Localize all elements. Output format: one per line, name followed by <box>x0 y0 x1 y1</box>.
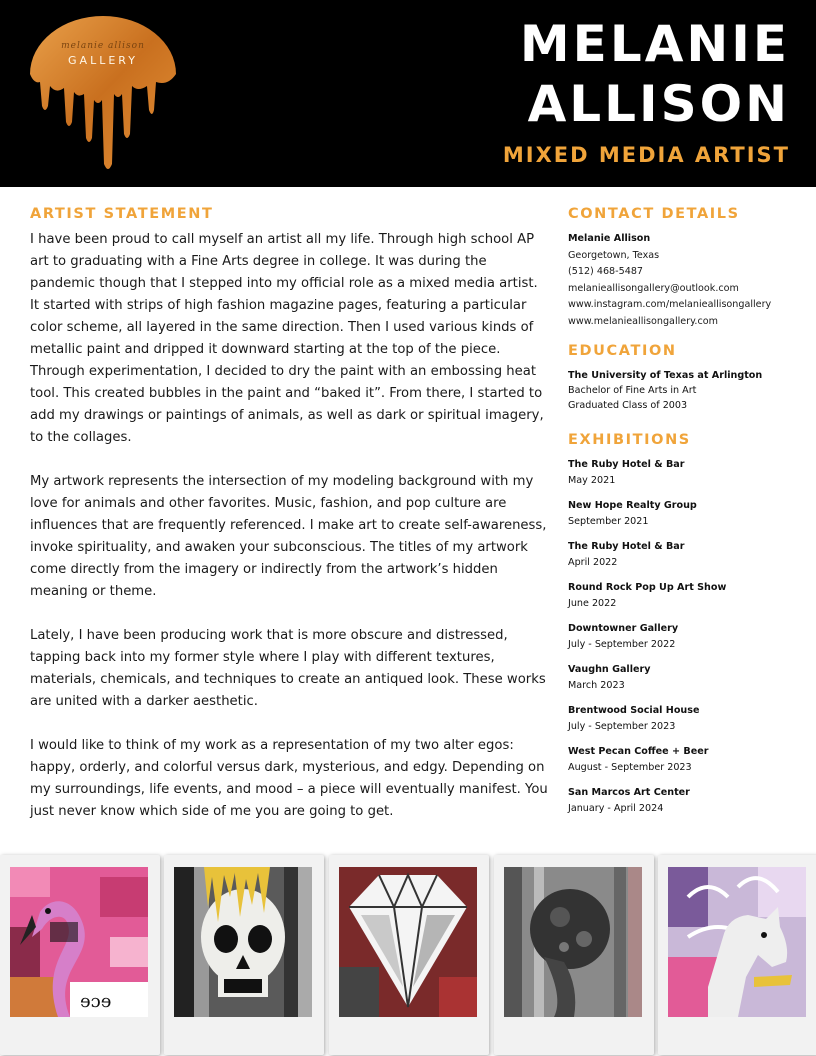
moon-artwork-icon <box>504 867 642 1017</box>
statement-heading: ARTIST STATEMENT <box>30 206 214 222</box>
exhibition-item <box>568 785 803 817</box>
statement-paragraph: Lately, I have been producing work that is more obscure and distressed, tapping back into my former style where I play with different textures, materials, chemicals, and techniques to create an antiqued look. These works are united with a darker aesthetic. <box>30 628 546 709</box>
exhibition-item <box>568 580 803 612</box>
exhibition-date: June 2022 <box>568 598 617 609</box>
artist-name-line1: MELANIE <box>519 15 790 73</box>
exhibition-venue: Round Rock Pop Up Art Show <box>568 582 727 593</box>
artist-name <box>520 14 790 134</box>
exhibition-item <box>568 498 803 530</box>
contact-heading: CONTACT DETAILS <box>568 206 740 222</box>
statement-body <box>30 229 550 845</box>
exhibition-item <box>568 539 803 571</box>
education-section <box>568 343 803 413</box>
logo-script-text: melanie allison <box>61 41 145 51</box>
exhibition-venue: The Ruby Hotel & Bar <box>568 541 685 552</box>
education-degree: Bachelor of Fine Arts in Art <box>568 385 697 396</box>
exhibition-date: July - September 2023 <box>568 721 676 732</box>
artwork-polaroid-diamond <box>329 855 489 1055</box>
artist-name-line2: ALLISON <box>527 75 790 133</box>
artwork-skull-image <box>174 867 312 1017</box>
exhibitions-section <box>568 432 803 817</box>
contact-location: Georgetown, Texas <box>568 249 660 261</box>
artwork-flamingo-image <box>10 867 148 1017</box>
exhibition-venue: West Pecan Coffee + Beer <box>568 746 709 757</box>
sidebar-column <box>568 206 803 826</box>
exhibition-item <box>568 662 803 694</box>
exhibition-date: April 2022 <box>568 557 618 568</box>
education-heading: EDUCATION <box>568 343 677 359</box>
exhibition-date: August - September 2023 <box>568 762 692 773</box>
artwork-horse-image <box>668 867 806 1017</box>
exhibition-venue: Brentwood Social House <box>568 705 700 716</box>
exhibition-item <box>568 621 803 653</box>
paint-drip-logo-icon <box>28 14 178 174</box>
logo-gallery-word: GALLERY <box>68 54 138 67</box>
exhibition-venue: San Marcos Art Center <box>568 787 690 798</box>
education-graduated: Graduated Class of 2003 <box>568 400 688 411</box>
exhibition-item <box>568 457 803 489</box>
exhibition-date: July - September 2022 <box>568 639 676 650</box>
contact-instagram[interactable]: www.instagram.com/melanieallisongallery <box>568 299 772 310</box>
flamingo-artwork-icon <box>10 867 148 1017</box>
exhibition-item <box>568 744 803 776</box>
artist-subtitle: MIXED MEDIA ARTIST <box>502 143 790 167</box>
contact-name: Melanie Allison <box>568 233 651 244</box>
statement-paragraph: I have been proud to call myself an artist all my life. Through high school AP art to graduating with a Fine Arts degree in college. It was during the pandemic though that I stepped into my official role as a mixed media artist. It started with strips of high fashion magazine pages, featuring a particular color scheme, all layered in the same direction. Then I used various kinds of metallic paint and dripped it downward starting at the top of the piece. Through experimentation, I decided to dry the paint with an embossing heat tool. This created bubbles in the paint and “baked it”. From there, I started to add my drawings or paintings of animals, as well as dark or spiritual imagery, to the collages. <box>30 232 544 445</box>
exhibitions-heading: EXHIBITIONS <box>568 432 691 448</box>
gallery-logo <box>28 14 178 174</box>
artwork-polaroid-horse <box>658 855 816 1055</box>
contact-email[interactable]: melanieallisongallery@outlook.com <box>568 282 739 294</box>
statement-paragraph: I would like to think of my work as a representation of my two alter egos: happy, orderly, and colorful versus dark, mysterious, and edgy. Depending on my surroundings, life events, and mood – a piece will eventually manifest. You just never know which side of me you are going to get. <box>30 738 548 819</box>
header-banner <box>0 0 816 187</box>
skull-artwork-icon <box>174 867 312 1017</box>
exhibition-date: May 2021 <box>568 475 616 486</box>
exhibition-date: January - April 2024 <box>568 803 664 814</box>
artwork-diamond-image <box>339 867 477 1017</box>
statement-paragraph: My artwork represents the intersection of my modeling background with my love for animals and other favorites. Music, fashion, and pop culture are influences that are frequently referenced. I make art to create self-awareness, invoke spirituality, and awaken your subconscious. The titles of my artwork come directly from the imagery or indirectly from the artwork’s hidden meaning or theme. <box>30 474 547 599</box>
exhibition-venue: Vaughn Gallery <box>568 664 651 675</box>
exhibition-date: September 2021 <box>568 516 649 527</box>
exhibition-date: March 2023 <box>568 680 625 691</box>
exhibition-item <box>568 703 803 735</box>
exhibition-venue: Downtowner Gallery <box>568 623 679 634</box>
education-school: The University of Texas at Arlington <box>568 370 763 381</box>
contact-website[interactable]: www.melanieallisongallery.com <box>568 315 718 327</box>
exhibition-venue: New Hope Realty Group <box>568 500 697 511</box>
contact-phone: (512) 468-5487 <box>568 266 644 277</box>
exhibition-venue: The Ruby Hotel & Bar <box>568 459 685 470</box>
artwork-polaroid-moon <box>494 855 654 1055</box>
artwork-polaroid-skull <box>164 855 324 1055</box>
artwork-moon-image <box>504 867 642 1017</box>
horse-artwork-icon <box>668 867 806 1017</box>
diamond-artwork-icon <box>339 867 477 1017</box>
artwork-polaroid-flamingo <box>0 855 160 1055</box>
svg-text:ɘɔɘ: ɘɔɘ <box>80 991 112 1012</box>
